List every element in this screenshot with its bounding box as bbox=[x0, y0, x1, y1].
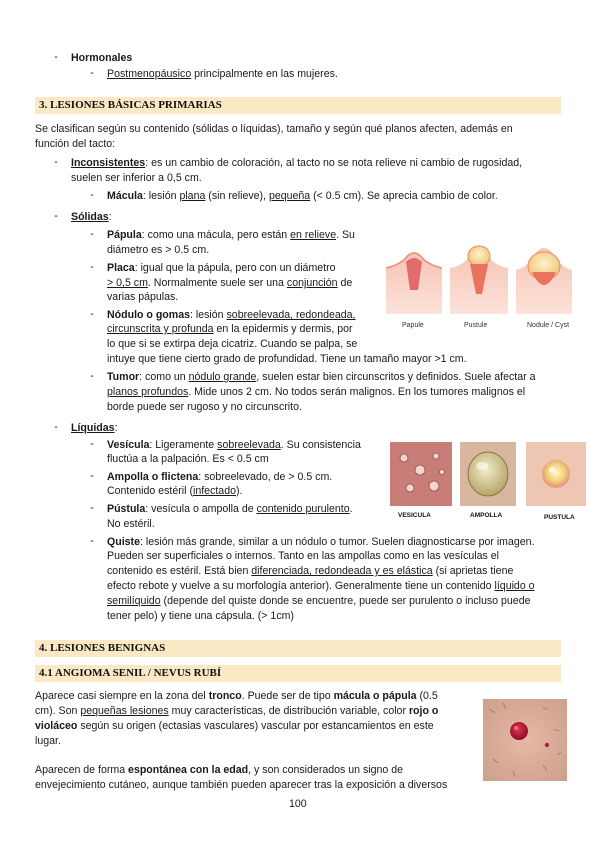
ampolla-text-a: : sobreelevado, de > 0.5 cm. bbox=[198, 471, 333, 483]
caption-pustula: PUSTULA bbox=[544, 514, 575, 521]
quiste-underline-2: líquido o bbox=[494, 580, 535, 592]
macula-term: Mácula bbox=[107, 190, 143, 202]
tumor-line-1 bbox=[107, 370, 536, 384]
quiste-text-d: efecto rebote y vuelve a su morfología anterior). Generalmente tiene un contenido bbox=[107, 580, 495, 592]
bullet-dash: - bbox=[90, 502, 94, 514]
angioma-pequenas-lesiones: pequeñas lesiones bbox=[80, 705, 169, 717]
ampolla-line-2 bbox=[107, 484, 242, 498]
angioma-tronco: tronco bbox=[208, 690, 242, 702]
section-3-intro-line-1: Se clasifican según su contenido (sólidas o líquidas), tamaño y según qué planos afecten, además en bbox=[35, 123, 513, 135]
angioma-text-b: . Puede ser de tipo bbox=[241, 690, 334, 702]
nodulo-underline-1: sobreelevada, redondeada, bbox=[226, 309, 356, 321]
bullet-dash: - bbox=[90, 261, 94, 273]
quiste-underline-1: diferenciada, redondeada y es elástica bbox=[251, 565, 433, 577]
angioma-rojo: rojo o bbox=[408, 705, 439, 717]
papula-line-2: diámetro es > 0.5 cm. bbox=[107, 244, 210, 256]
quiste-text-a: : lesión más grande, similar a un nódulo o tumor. Suelen diagnosticarse por imagen. bbox=[139, 536, 535, 548]
pustula-text-b: . bbox=[349, 503, 353, 515]
bullet-dash: - bbox=[90, 535, 94, 547]
bullet-dash: - bbox=[54, 210, 58, 222]
vesicula-underline: sobreelevada bbox=[217, 439, 281, 451]
macula-pequena: pequeña bbox=[268, 190, 311, 202]
quiste-text-c: (si aprietas tiene bbox=[432, 565, 514, 577]
angioma-text-c: (0.5 bbox=[416, 690, 438, 702]
placa-text-a: : igual que la pápula, pero con un diámetro bbox=[134, 262, 336, 274]
caption-papule: Papule bbox=[402, 322, 424, 329]
angioma-text-g: Aparecen de forma bbox=[35, 764, 129, 776]
bullet-dash: - bbox=[90, 228, 94, 240]
tumor-text-a: : como un bbox=[139, 371, 189, 383]
tumor-line-2 bbox=[107, 385, 525, 399]
vesicula-photo bbox=[390, 442, 452, 506]
pustula-text-a: : vesícula o ampolla de bbox=[145, 503, 257, 515]
angioma-espontanea: espontánea con la edad bbox=[128, 764, 249, 776]
pustula-line-1 bbox=[107, 502, 353, 516]
angioma-p1-line-3 bbox=[35, 719, 434, 733]
ampolla-line-1 bbox=[107, 470, 332, 484]
quiste-text-b: contenido es estéril. Está bien bbox=[107, 565, 252, 577]
section-4-1-heading: 4.1 ANGIOMA SENIL / NEVUS RUBÍ bbox=[35, 665, 561, 682]
pustule-drawing bbox=[450, 246, 508, 314]
caption-ampolla: AMPOLLA bbox=[470, 512, 503, 519]
postmenopausico-item bbox=[107, 67, 338, 81]
caption-nodule-cyst: Nodule / Cyst bbox=[527, 322, 570, 329]
macula-item bbox=[107, 189, 498, 203]
solid-lesions-illustration bbox=[384, 238, 574, 334]
placa-text-b: . Normalmente suele ser una bbox=[147, 277, 287, 289]
quiste-text-e: (depende del quiste donde se encuentre, puede ser purulento o incluso puede bbox=[160, 595, 531, 607]
angioma-p1-line-2 bbox=[35, 704, 438, 718]
bullet-dash: - bbox=[54, 51, 58, 63]
bullet-dash: - bbox=[90, 67, 94, 79]
angioma-photo-drawing bbox=[483, 699, 567, 781]
nodulo-line-3: lo que si se extirpa deja cicatriz. Cuando se palpa, se bbox=[107, 338, 358, 350]
tumor-text-c: . Mide unos 2 cm. No todos serán malignos. En los tumores malignos el bbox=[188, 386, 526, 398]
angioma-p2-line-1 bbox=[35, 763, 403, 777]
angioma-text-e: muy características, de distribución variable, color bbox=[168, 705, 409, 717]
vesicula-line-1 bbox=[107, 438, 361, 452]
placa-conjuncion: conjunción bbox=[286, 277, 338, 289]
bullet-dash: - bbox=[90, 308, 94, 320]
placa-line-2 bbox=[107, 276, 352, 290]
papula-term: Pápula bbox=[107, 229, 142, 241]
angioma-photo bbox=[483, 699, 567, 781]
tumor-line-3: borde puede ser rugoso y no circunscrito. bbox=[107, 401, 302, 413]
vesicula-text-b: . Su consistencia bbox=[280, 439, 361, 451]
liquidas-heading bbox=[71, 421, 118, 435]
angioma-p1-line-4: lugar. bbox=[35, 735, 61, 747]
skin-cross-section-drawing bbox=[384, 238, 574, 316]
tumor-term: Tumor bbox=[107, 371, 140, 383]
papula-text-b: . Su bbox=[336, 229, 355, 241]
tumor-underline: nódulo grande bbox=[188, 371, 257, 383]
bullet-dash: - bbox=[90, 438, 94, 450]
ampolla-term: Ampolla o flictena bbox=[107, 471, 199, 483]
bullet-dash: - bbox=[90, 370, 94, 382]
placa-term: Placa bbox=[107, 262, 135, 274]
nodule-drawing bbox=[516, 248, 572, 314]
quiste-term: Quiste bbox=[107, 536, 140, 548]
angioma-text-f: según su origen (ectasias vasculares) vascular por estancamientos en este bbox=[77, 720, 434, 732]
quiste-line-4 bbox=[107, 579, 535, 593]
macula-text-a: : lesión bbox=[142, 190, 180, 202]
angioma-text-a: Aparece casi siempre en la zona del bbox=[35, 690, 209, 702]
placa-line-1 bbox=[107, 261, 336, 275]
bullet-dash: - bbox=[90, 189, 94, 201]
nodulo-line-2 bbox=[107, 322, 353, 336]
page-number: 100 bbox=[289, 798, 307, 810]
hormonales-item bbox=[71, 51, 132, 65]
angioma-macula-papula: mácula o pápula bbox=[333, 690, 417, 702]
bullet-dash: - bbox=[54, 421, 58, 433]
nodulo-term: Nódulo o gomas bbox=[107, 309, 190, 321]
vesicula-line-2: fluctúa a la palpación. Es < 0.5 cm bbox=[107, 453, 269, 465]
pustula-underline: contenido purulento bbox=[256, 503, 350, 515]
liquidas-colon: : bbox=[114, 422, 118, 434]
ampolla-text-c: ). bbox=[235, 485, 243, 497]
inconsistentes-line-2: suelen ser inferior a 0,5 cm. bbox=[71, 172, 202, 184]
solidas-colon: : bbox=[108, 211, 112, 223]
angioma-text-d: cm). Son bbox=[35, 705, 81, 717]
pustula-term: Pústula bbox=[107, 503, 146, 515]
macula-text-c: (< 0.5 cm). Se aprecia cambio de color. bbox=[310, 190, 498, 202]
bullet-dash: - bbox=[54, 156, 58, 168]
ampolla-underline: infectado bbox=[192, 485, 236, 497]
inconsistentes-term: Inconsistentes bbox=[71, 157, 146, 169]
ampolla-photo bbox=[460, 442, 516, 506]
placa-text-c: de bbox=[337, 277, 353, 289]
papula-line-1 bbox=[107, 228, 355, 242]
bullet-dash: - bbox=[90, 470, 94, 482]
nodulo-line-1 bbox=[107, 308, 356, 322]
section-4-heading: 4. LESIONES BENIGNAS bbox=[35, 640, 561, 657]
solidas-term: Sólidas bbox=[71, 211, 109, 223]
quiste-line-5 bbox=[107, 594, 530, 608]
section-3-heading: 3. LESIONES BÁSICAS PRIMARIAS bbox=[35, 97, 561, 114]
hormonales-term: Hormonales bbox=[71, 52, 133, 64]
tumor-underline-2: planos profundos bbox=[107, 386, 189, 398]
inconsistentes-text: : es un cambio de coloración, al tacto no se nota relieve ni cambio de rugosidad, bbox=[145, 157, 523, 169]
nodulo-text-a: : lesión bbox=[189, 309, 227, 321]
nodulo-line-4: intuye que tiene cierto grado de profundidad. Tiene un tamaño mayor >1 cm. bbox=[107, 353, 467, 365]
vesicula-text-a: : Ligeramente bbox=[149, 439, 218, 451]
tumor-text-b: , suelen estar bien circunscritos y definidos. Suele afectar a bbox=[256, 371, 536, 383]
nodulo-underline-2: circunscrita y profunda bbox=[107, 323, 214, 335]
quiste-line-6: tener pelo) y tiene una cápsula. (> 1cm) bbox=[107, 610, 294, 622]
caption-pustule: Pustule bbox=[464, 322, 488, 329]
postmenopausico-term: Postmenopáusico bbox=[107, 68, 192, 80]
papule-drawing bbox=[386, 253, 442, 314]
papula-relieve: en relieve bbox=[290, 229, 337, 241]
quiste-line-3 bbox=[107, 564, 513, 578]
inconsistentes-line-1 bbox=[71, 156, 522, 170]
liquid-lesions-photo-panels bbox=[390, 442, 586, 506]
quiste-underline-3: semilíquido bbox=[107, 595, 161, 607]
liquidas-term: Líquidas bbox=[71, 422, 115, 434]
nodulo-text-b: en la epidermis y dermis, por bbox=[213, 323, 353, 335]
macula-plana: plana bbox=[179, 190, 206, 202]
placa-line-3: varias pápulas. bbox=[107, 291, 179, 303]
quiste-line-1 bbox=[107, 535, 535, 549]
caption-vesicula: VESICULA bbox=[398, 512, 431, 519]
angioma-p1-line-1 bbox=[35, 689, 438, 703]
angioma-violaceo: violáceo bbox=[35, 720, 78, 732]
ampolla-text-b: Contenido estéril ( bbox=[107, 485, 193, 497]
angioma-p2-line-2: envejecimiento cutáneo, aunque también pueden aparecer tras la exposición a diversos bbox=[35, 779, 448, 791]
vesicula-term: Vesícula bbox=[107, 439, 150, 451]
pustula-photo bbox=[526, 442, 586, 506]
quiste-line-2: Pueden ser superficiales o internos. Tanto en las ampollas como en las vesículas el bbox=[107, 550, 499, 562]
angioma-lesion bbox=[510, 722, 528, 740]
liquid-lesions-photos bbox=[390, 442, 586, 524]
papula-text-a: : como una mácula, pero están bbox=[141, 229, 291, 241]
section-3-intro-line-2: función del tacto: bbox=[35, 138, 116, 150]
macula-text-b: (sin relieve), bbox=[205, 190, 269, 202]
placa-size: > 0,5 cm bbox=[107, 277, 148, 289]
angioma-text-h: , y son considerados un signo de bbox=[248, 764, 404, 776]
solidas-heading bbox=[71, 210, 112, 224]
pustula-line-2: No estéril. bbox=[107, 518, 155, 530]
postmenopausico-text: principalmente en las mujeres. bbox=[191, 68, 338, 80]
